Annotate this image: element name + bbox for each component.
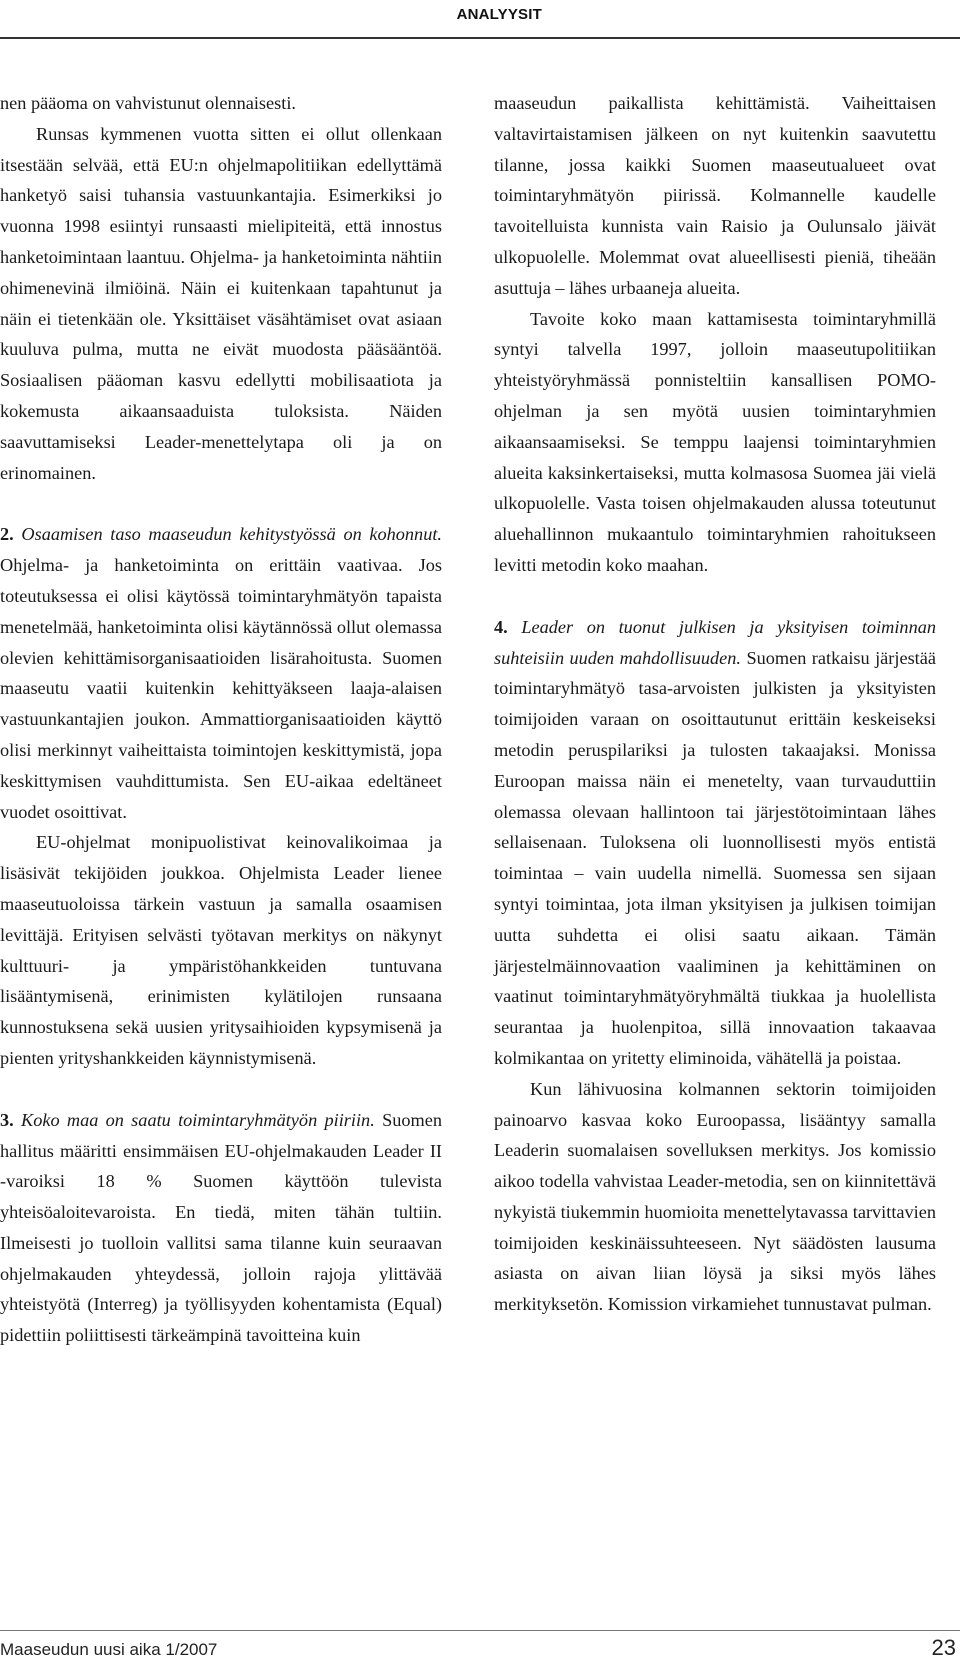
left-paragraph-3: EU-ohjelmat monipuolistivat keinovalikoimaa ja lisäsivät tekijöiden joukkoa. Ohjelmista Leader lienee maaseutuoloissa tärkein vastuun ja samalla osaamisen levittäjä. Erityisen selvästi työtavan merkitys on näkynyt kulttuuri- ja ympäristöhankkeiden tuntuvana lisääntymisenä, erinimisten kylätilojen runsaana kunnostuksena sekä uusien yritysaihioiden kypsymisenä ja pienten yrityshankkeiden käynnistymisenä. [0, 832, 442, 1068]
section-4-paragraph [494, 612, 936, 1074]
right-column [494, 88, 936, 1320]
left-column [0, 88, 442, 1351]
section-3-text: Suomen hallitus määritti ensimmäisen EU-ohjelmakauden Leader II -varoiksi 18 % Suomen käyttöön tulevista yhteisöaloitevaroista. En tiedä, miten tähän tultiin. Ilmeisesti jo tuolloin vallitsi sama tilanne kuin seuraavan ohjelmakauden yhteydessä, jolloin rajoja ylittävää yhteistyötä (Interreg) ja työllisyyden kohentamista (Equal) pidettiin poliittisesti tärkeämpinä tavoitteina kuin [0, 1109, 442, 1346]
right-paragraph-3: Kun lähivuosina kolmannen sektorin toimijoiden painoarvo kasvaa koko Euroopassa, lisääntyy samalla Leaderin suomalaisen sovelluksen merkitys. Jos komissio aikoo todella vahvistaa Leader-metodia, sen on kiinnitettävä nykyistä tiukemmin huomioita menettelytavassa tarvittavien toimijoiden keskinäissuhteeseen. Nyt säädösten lausuma asiasta on aivan liian löysä ja siksi myös lähes merkityksetön. Komission virkamiehet tunnustavat pulman. [494, 1078, 936, 1315]
right-paragraph-1: maaseudun paikallista kehittämistä. Vaiheittaisen valtavirtaistamisen jälkeen on nyt kuitenkin saavutettu tilanne, jossa kaikki Suomen maaseutualueet ovat toimintaryhmätyön piirissä. Kolmannelle kaudelle tavoitelluista kunnista vain Raisio ja Oulunsalo jäivät ulkopuolelle. Molemmat ovat alueellisesti pieniä, tiheään asuttuja – lähes urbaaneja alueita. [494, 93, 936, 298]
section-2-text: Ohjelma- ja hanketoiminta on erittäin vaativaa. Jos toteutuksessa ei olisi käytössä toimintaryhmätyön tapaista menetelmää, hanketoiminta olisi käytännössä ollut olemassa olevien kehittämisorganisaatioiden lisärahoitusta. Suomen maaseutu vaatii kuitenkin kehittyäkseen laaja-alaisen vastuunkantajien joukon. Ammattiorganisaatioiden käyttö olisi merkinnyt vaiheittaista toimintojen keskittymistä, jopa keskittymisen vauhdittumista. Sen EU-aikaa edeltäneet vuodet osoittivat. [0, 555, 442, 822]
right-paragraph-2: Tavoite koko maan kattamisesta toimintaryhmillä syntyi talvella 1997, jolloin maaseutupolitiikan yhteistyöryhmässä ponnisteltiin kansallisen POMO-ohjelman ja sen myötä uusien toimintaryhmien aikaansaamiseksi. Se temppu laajensi toimintaryhmien alueita kaksinkertaiseksi, mutta kolmasosa Suomea jäi vielä ulkopuolelle. Vasta toisen ohjelmakauden alussa toteutunut aluehallinnon mukaantulo toimintaryhmien rahoitukseen levitti metodin koko maahan. [494, 308, 936, 575]
left-paragraph-1: nen pääoma on vahvistunut olennaisesti. [0, 93, 296, 113]
footer-divider [0, 1630, 960, 1631]
section-label: ANALYYSIT [456, 6, 542, 23]
section-2-paragraph [0, 519, 442, 827]
page-number: 23 [931, 1635, 956, 1660]
section-3-heading: Koko maa on saatu toimintaryhmätyön piiriin. [21, 1109, 375, 1130]
section-2-heading: Osaamisen taso maaseudun kehitystyössä on kohonnut. [21, 524, 442, 545]
header-divider [0, 37, 960, 39]
section-3-paragraph [0, 1105, 442, 1351]
section-4-text: Suomen ratkaisu järjestää toimintaryhmätyö tasa-arvoisten julkisten ja yksityisten toimijoiden varaan on osoittautunut erittäin keskeiseksi metodin peruspilariksi ja tulosten takaajaksi. Monissa Euroopan maissa näin ei menetelty, vaan turvauduttiin olemassa olevaan hallintoon tai järjestötoimintaan lähes sellaisenaan. Tuloksena oli luonnollisesti myös entistä toimintaa – vain uudella nimellä. Suomessa sen sijaan syntyi toimintaa, jota ilman yksityisen ja julkisen toimijan uutta suhdetta ei olisi saatu aikaan. Tämän järjestelmäinnovaation vaaliminen ja kehittäminen on vaatinut toimintaryhmätyöryhmältä tiukkaa ja huolellista seurantaa ja huolenpitoa, sillä innovaation takaavaa kolmikantaa on yritetty eliminoida, vähätellä ja poistaa. [494, 647, 936, 1068]
publication-name: Maaseudun uusi aika 1/2007 [0, 1640, 218, 1659]
section-3-number: 3. [0, 1109, 14, 1130]
left-paragraph-2: Runsas kymmenen vuotta sitten ei ollut ollenkaan itsestään selvää, että EU:n ohjelmapolitiikan edellyttämä hanketyö saisi tuhansia vastuunkantajia. Esimerkiksi jo vuonna 1998 esiintyi runsaasti mielipiteitä, että innostus hanketoimintaan laantuu. Ohjelma- ja hanketoiminta nähtiin ohimenevinä ilmiöinä. Näin ei kuitenkaan tapahtunut ja näin ei tietenkään ole. Yksittäiset väsähtämiset ovat asiaan kuuluva pulma, mutta ne eivät muodosta pääsääntöä. Sosiaalisen pääoman kasvu edellytti mobilisaatiota ja kokemusta aikaansaaduista tuloksista. Näiden saavuttamiseksi Leader-menettelytapa oli ja on erinomainen. [0, 123, 442, 483]
section-4-heading: Leader on tuonut julkisen ja yksityisen toiminnan suhteisiin uuden mahdollisuuden. [494, 616, 936, 668]
section-2-number: 2. [0, 524, 14, 545]
section-4-number: 4. [494, 616, 508, 637]
